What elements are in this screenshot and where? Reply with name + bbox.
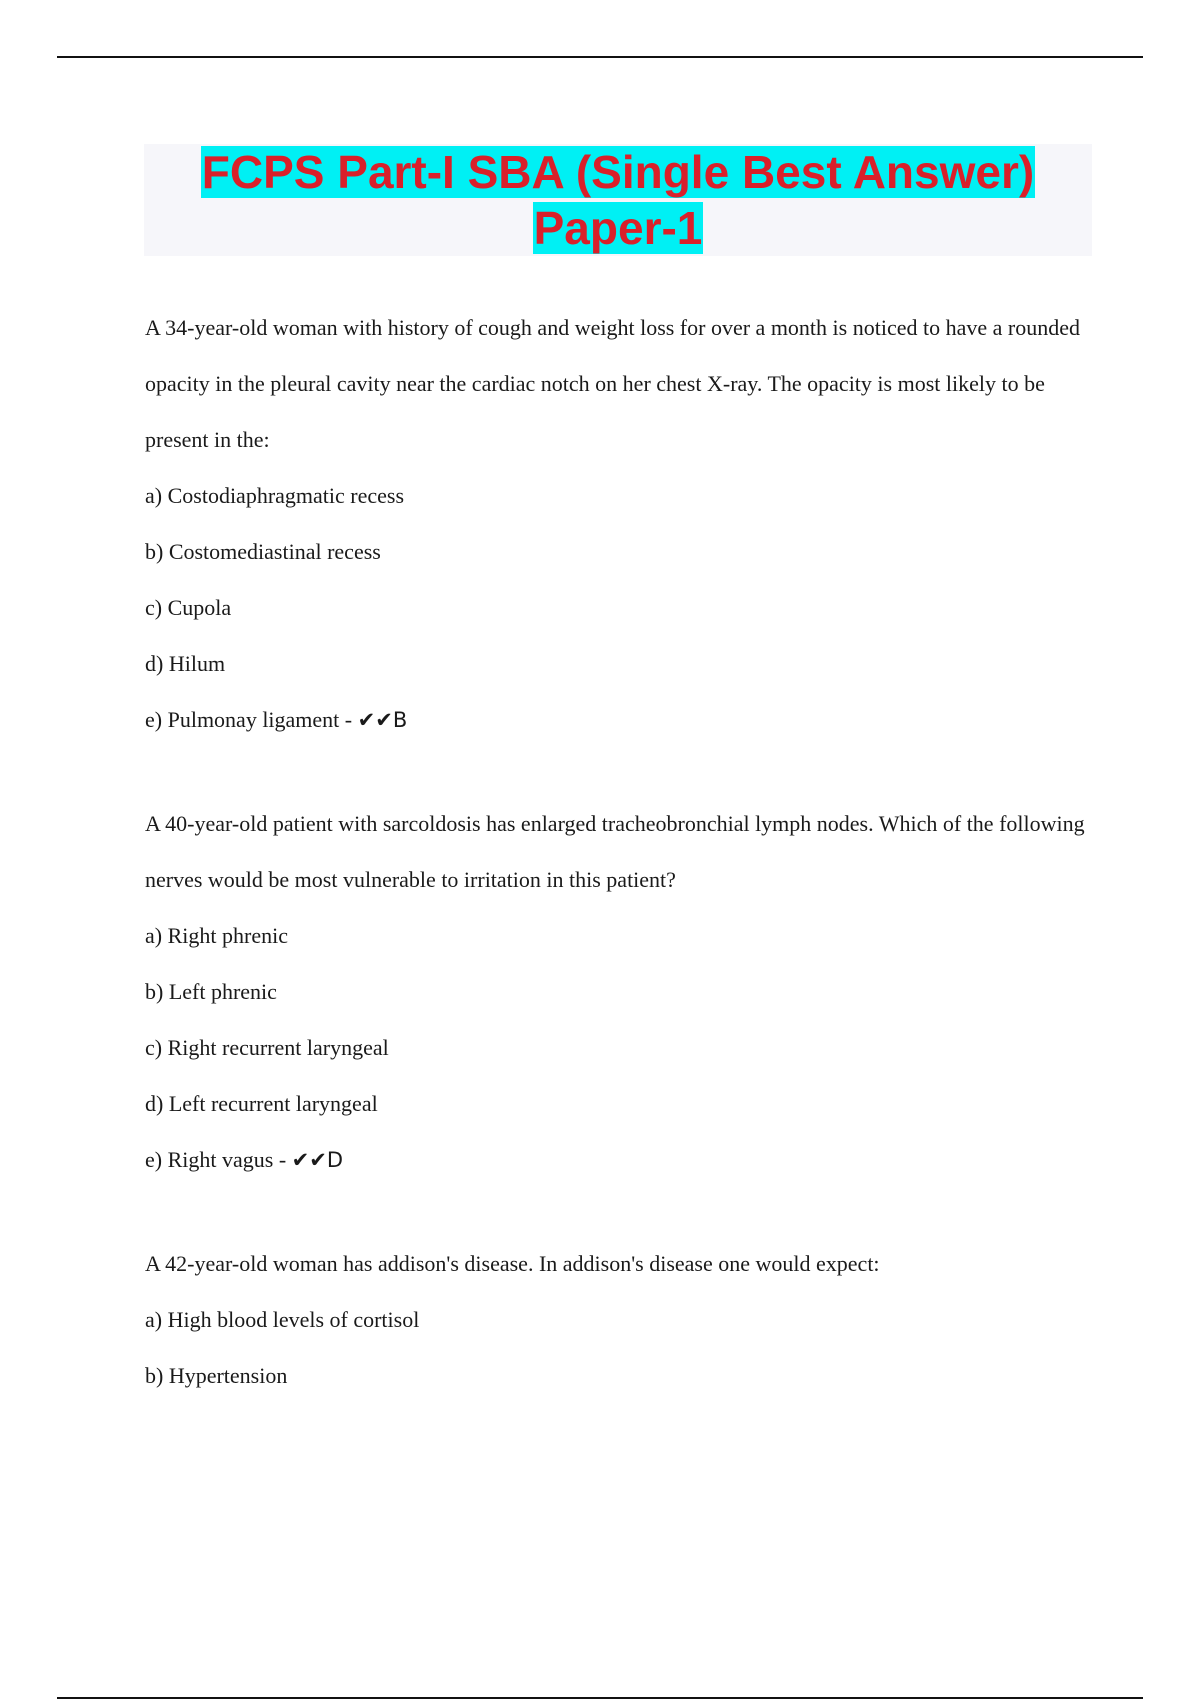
- question-list: [145, 300, 1085, 1404]
- option-e: [145, 1132, 1085, 1188]
- option-d: d) Hilum: [145, 651, 226, 676]
- option-c: c) Cupola: [145, 595, 232, 620]
- option-b: b) Hypertension: [145, 1363, 288, 1388]
- page-title: [144, 144, 1092, 256]
- question-1: [145, 300, 1085, 748]
- option-e-text: e) Right vagus -: [145, 1147, 292, 1172]
- header-rule: [57, 56, 1143, 58]
- option-a: a) High blood levels of cortisol: [145, 1307, 420, 1332]
- answer-mark: ✔✔B: [357, 708, 408, 732]
- question-3: [145, 1236, 1085, 1404]
- title-line-1: FCPS Part-I SBA (Single Best Answer): [201, 146, 1035, 198]
- answer-mark: ✔✔D: [291, 1148, 344, 1172]
- spacer: [145, 748, 1085, 796]
- title-line-2: Paper-1: [533, 202, 703, 254]
- spacer: [145, 1188, 1085, 1236]
- question-stem: A 34-year-old woman with history of cough and weight loss for over a month is noticed to have a rounded opacity in the pleural cavity near the cardiac notch on her chest X-ray. The opacity is most likely to be present in the:: [145, 315, 1080, 452]
- footer-rule: [57, 1697, 1143, 1699]
- option-d: d) Left recurrent laryngeal: [145, 1091, 378, 1116]
- option-e-text: e) Pulmonay ligament -: [145, 707, 358, 732]
- question-stem: A 40-year-old patient with sarcoldosis has enlarged tracheobronchial lymph nodes. Which of the following nerves would be most vulnerable to irritation in this patient?: [145, 811, 1085, 892]
- option-a: a) Costodiaphragmatic recess: [145, 483, 405, 508]
- option-a: a) Right phrenic: [145, 923, 288, 948]
- option-b: b) Left phrenic: [145, 979, 277, 1004]
- option-c: c) Right recurrent laryngeal: [145, 1035, 389, 1060]
- option-e: [145, 692, 1085, 748]
- option-b: b) Costomediastinal recess: [145, 539, 381, 564]
- question-stem: A 42-year-old woman has addison's disease. In addison's disease one would expect:: [145, 1251, 880, 1276]
- question-2: [145, 796, 1085, 1188]
